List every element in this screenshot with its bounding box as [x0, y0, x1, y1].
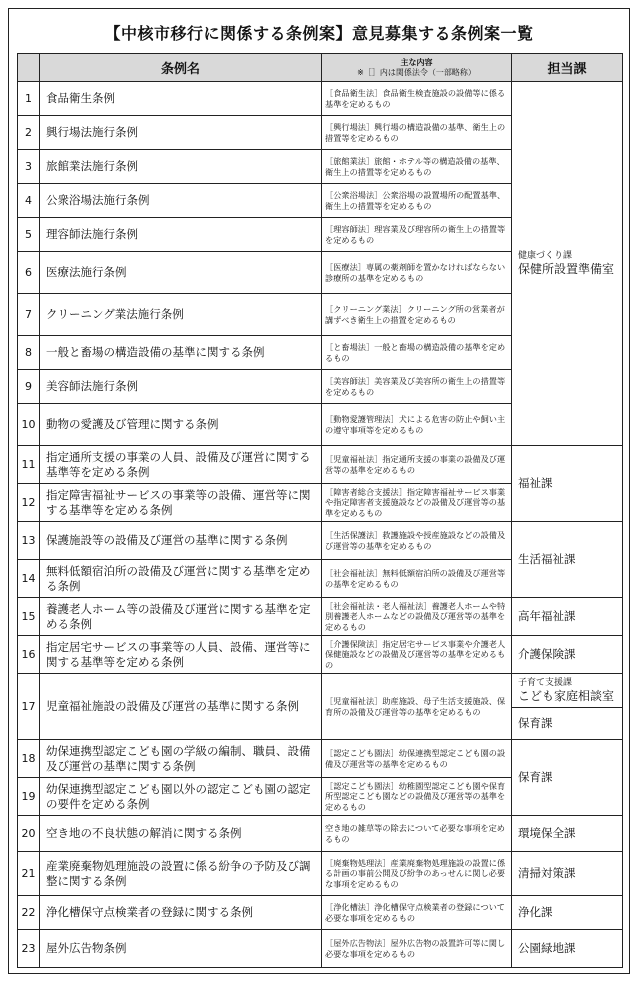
ordinance-content: ［旅館業法］旅館・ホテル等の構造設備の基準、衛生上の措置等を定めるもの	[322, 150, 512, 184]
row-number: 8	[18, 336, 40, 370]
ordinance-content: ［医療法］専属の薬剤師を置かなければならない診療所の基準を定めるもの	[322, 252, 512, 294]
table-row	[18, 852, 623, 896]
header-content-title: 主な内容	[400, 57, 433, 67]
ordinance-name: 指定障害福祉サービスの事業等の設備、運営等に関する基準等を定める条例	[40, 484, 322, 522]
ordinance-name: 食品衛生条例	[40, 82, 322, 116]
row-number: 20	[18, 816, 40, 852]
dept-cell-childcare-2: 保育課	[512, 740, 623, 816]
ordinance-name: 幼保連携型認定こども園以外の認定こども園の認定の要件を定める条例	[40, 778, 322, 816]
row-number: 19	[18, 778, 40, 816]
table-row	[18, 816, 623, 852]
document-frame	[8, 8, 630, 974]
dept-cell-parks: 公園緑地課	[512, 930, 623, 968]
row-number: 16	[18, 636, 40, 674]
dept-cell-children	[512, 674, 623, 708]
ordinance-content: ［食品衛生法］食品衛生検査施設の設備等に係る基準を定めるもの	[322, 82, 512, 116]
row-number: 10	[18, 404, 40, 446]
dept-cell-childcare: 保育課	[512, 708, 623, 740]
ordinance-name: 指定通所支援の事業の人員、設備及び運営に関する基準等を定める条例	[40, 446, 322, 484]
ordinance-name: 屋外広告物条例	[40, 930, 322, 968]
ordinance-name: 無料低額宿泊所の設備及び運営に関する基準を定める条例	[40, 560, 322, 598]
ordinance-content: ［障害者総合支援法］指定障害福祉サービス事業や指定障害者支援施設などの設備及び運営等の基準を定めるもの	[322, 484, 512, 522]
header-name: 条例名	[40, 54, 322, 82]
ordinance-content: ［認定こども園法］幼保連携型認定こども園の設備及び運営等の基準を定めるもの	[322, 740, 512, 778]
ordinance-name: 幼保連携型認定こども園の学級の編制、職員、設備及び運営の基準に関する条例	[40, 740, 322, 778]
table-row	[18, 598, 623, 636]
table-row	[18, 522, 623, 560]
ordinance-name: 空き地の不良状態の解消に関する条例	[40, 816, 322, 852]
row-number: 5	[18, 218, 40, 252]
ordinance-name: 浄化槽保守点検業者の登録に関する条例	[40, 896, 322, 930]
ordinance-content: ［屋外広告物法］屋外広告物の設置許可等に関し必要な事項を定めるもの	[322, 930, 512, 968]
ordinance-content: ［美容師法］美容業及び美容所の衛生上の措置等を定めるもの	[322, 370, 512, 404]
dept-cell-welfare: 福祉課	[512, 446, 623, 522]
ordinance-content: ［と畜場法］一般と畜場の構造設備の基準を定めるもの	[322, 336, 512, 370]
dept-label: 保健所設置準備室	[518, 261, 615, 276]
row-number: 3	[18, 150, 40, 184]
ordinance-content: ［生活保護法］救護施設や授産施設などの設備及び運営等の基準を定めるもの	[322, 522, 512, 560]
ordinance-name: 児童福祉施設の設備及び運営の基準に関する条例	[40, 674, 322, 740]
page-title: 【中核市移行に関係する条例案】意見募集する条例案一覧	[104, 24, 534, 43]
dept-sub-label: 子育て支援課	[518, 677, 573, 688]
row-number: 18	[18, 740, 40, 778]
ordinance-name: クリーニング業法施行条例	[40, 294, 322, 336]
ordinance-content: ［理容師法］理容業及び理容所の衛生上の措置等を定めるもの	[322, 218, 512, 252]
row-number: 2	[18, 116, 40, 150]
ordinance-name: 美容師法施行条例	[40, 370, 322, 404]
ordinance-name: 興行場法施行条例	[40, 116, 322, 150]
dept-cell-livelihood: 生活福祉課	[512, 522, 623, 598]
dept-sub-label: 健康づくり課	[518, 250, 573, 261]
row-number: 1	[18, 82, 40, 116]
dept-cell-health	[512, 82, 623, 446]
header-num	[18, 54, 40, 82]
ordinance-content: ［クリーニング業法］クリーニング所の営業者が講ずべき衛生上の措置を定めるもの	[322, 294, 512, 336]
row-number: 23	[18, 930, 40, 968]
table-row	[18, 446, 623, 484]
ordinance-content: ［社会福祉法・老人福祉法］養護老人ホームや特別養護老人ホームなどの設備及び運営等の基準を定めるもの	[322, 598, 512, 636]
dept-cell-care-insurance: 介護保険課	[512, 636, 623, 674]
ordinance-name: 養護老人ホーム等の設備及び運営に関する基準を定める条例	[40, 598, 322, 636]
row-number: 7	[18, 294, 40, 336]
row-number: 11	[18, 446, 40, 484]
dept-cell-environment: 環境保全課	[512, 816, 623, 852]
dept-label: こども家庭相談室	[518, 688, 615, 703]
ordinance-content: ［興行場法］興行場の構造設備の基準、衛生上の措置等を定めるもの	[322, 116, 512, 150]
table-row	[18, 82, 623, 116]
header-row	[18, 54, 623, 82]
ordinance-name: 旅館業法施行条例	[40, 150, 322, 184]
ordinance-name: 公衆浴場法施行条例	[40, 184, 322, 218]
ordinance-content: ［浄化槽法］浄化槽保守点検業者の登録について必要な事項を定めるもの	[322, 896, 512, 930]
row-number: 22	[18, 896, 40, 930]
header-content-note: ※［］内は関係法令（一部略称）	[357, 67, 476, 77]
table-row	[18, 896, 623, 930]
row-number: 15	[18, 598, 40, 636]
dept-cell-elderly: 高年福祉課	[512, 598, 623, 636]
ordinance-content: ［廃棄物処理法］産業廃棄物処理施設の設置に係る計画の事前公開及び紛争のあっせんに関し必要な事項を定めるもの	[322, 852, 512, 896]
table-row	[18, 740, 623, 778]
row-number: 13	[18, 522, 40, 560]
row-number: 9	[18, 370, 40, 404]
dept-cell-septic: 浄化課	[512, 896, 623, 930]
ordinance-content: ［認定こども園法］幼稚園型認定こども園や保育所型認定こども園などの設備及び運営等の基準を定めるもの	[322, 778, 512, 816]
ordinance-name: 一般と畜場の構造設備の基準に関する条例	[40, 336, 322, 370]
table-row	[18, 674, 623, 708]
ordinance-table	[17, 53, 623, 968]
ordinance-content: ［公衆浴場法］公衆浴場の設置場所の配置基準、衛生上の措置等を定めるもの	[322, 184, 512, 218]
row-number: 6	[18, 252, 40, 294]
row-number: 4	[18, 184, 40, 218]
header-dept: 担当課	[512, 54, 623, 82]
table-row	[18, 636, 623, 674]
row-number: 21	[18, 852, 40, 896]
ordinance-name: 動物の愛護及び管理に関する条例	[40, 404, 322, 446]
ordinance-content: 空き地の雑草等の除去について必要な事項を定めるもの	[322, 816, 512, 852]
ordinance-name: 理容師法施行条例	[40, 218, 322, 252]
row-number: 12	[18, 484, 40, 522]
ordinance-content: ［社会福祉法］無料低額宿泊所の設備及び運営等の基準を定めるもの	[322, 560, 512, 598]
ordinance-content: ［児童福祉法］助産施設、母子生活支援施設、保育所の設備及び運営等の基準を定めるもの	[322, 674, 512, 740]
row-number: 14	[18, 560, 40, 598]
ordinance-name: 医療法施行条例	[40, 252, 322, 294]
ordinance-name: 産業廃棄物処理施設の設置に係る紛争の予防及び調整に関する条例	[40, 852, 322, 896]
ordinance-content: ［動物愛護管理法］犬による危害の防止や飼い主の遵守事項等を定めるもの	[322, 404, 512, 446]
row-number: 17	[18, 674, 40, 740]
ordinance-content: ［児童福祉法］指定通所支援の事業の設備及び運営等の基準を定めるもの	[322, 446, 512, 484]
table-row	[18, 930, 623, 968]
ordinance-name: 指定居宅サービスの事業等の人員、設備、運営等に関する基準等を定める条例	[40, 636, 322, 674]
dept-cell-cleaning: 清掃対策課	[512, 852, 623, 896]
ordinance-name: 保護施設等の設備及び運営の基準に関する条例	[40, 522, 322, 560]
ordinance-content: ［介護保険法］指定居宅サービス事業や介護老人保健施設などの設備及び運営等の基準を定めるもの	[322, 636, 512, 674]
header-content	[322, 54, 512, 82]
